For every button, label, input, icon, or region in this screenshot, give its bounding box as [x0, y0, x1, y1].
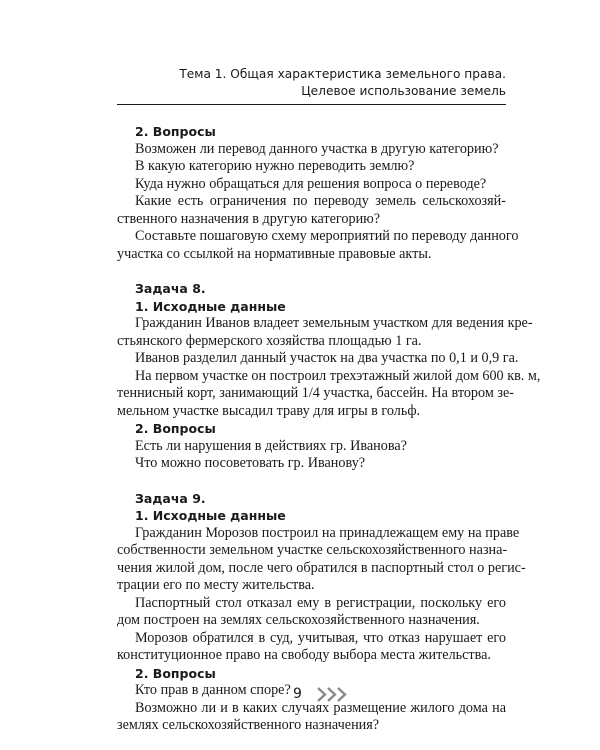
task-8-p3-line-3: мельном участке высадил траву для игры в гольф.: [117, 402, 421, 419]
task-9-p3-line-2: конституционное право на свободу выбора места жительства.: [117, 647, 491, 663]
task-8-p3-line-1: На первом участке он построил трехэтажный жилой дом 600 кв. м,: [135, 367, 541, 384]
task-9-questions-heading: 2. Вопросы: [135, 665, 216, 681]
task-9-p1-line-1: Гражданин Морозов построил на принадлежащем ему на праве: [135, 524, 520, 541]
questions-heading: 2. Вопросы: [135, 124, 216, 139]
task-8-paragraph-3: [117, 367, 541, 421]
question-1: Возможен ли перевод данного участка в другую категорию?: [135, 140, 499, 157]
double-chevron-right-icon: [316, 686, 348, 703]
task-8-p3-line-2: теннисный корт, занимающий 1/4 участка, бассейн. На втором зе-: [117, 385, 514, 401]
task-8-p1-line-1: Гражданин Иванов владеет земельным участком для ведения кре-: [135, 315, 533, 331]
task-9-paragraph-1: [117, 524, 526, 595]
task-8-paragraph-2: Иванов разделил данный участок на два участка по 0,1 и 0,9 га.: [135, 350, 519, 366]
chevron-3: [338, 688, 345, 701]
question-3: Куда нужно обращаться для решения вопроса о переводе?: [135, 175, 487, 192]
question-5-line-2: участка со ссылкой на нормативные правовые акты.: [117, 245, 432, 262]
question-5-line-1: Составьте пошаговую схему мероприятий по переводу данного: [135, 228, 519, 244]
page-number: 9: [293, 686, 302, 702]
task-9-paragraph-3: [117, 630, 506, 665]
running-head-line-1: Тема 1. Общая характеристика земельного права.: [179, 67, 506, 81]
question-4: [117, 193, 506, 228]
task-9-p3-line-1: Морозов обратился в суд, учитывая, что отказ нарушает его: [135, 629, 506, 646]
running-head-line-2: Целевое использование земель: [301, 84, 506, 98]
task-9-p1-line-3: чения жилой дом, после чего обратился в паспортный стол о регис-: [117, 559, 526, 576]
chevron-1: [318, 688, 325, 701]
task-8-questions-heading: 2. Вопросы: [135, 421, 216, 436]
task-8-data-heading: 1. Исходные данные: [135, 298, 286, 314]
task-9-question-1: Кто прав в данном споре?: [135, 682, 291, 698]
chevron-2: [328, 688, 335, 701]
question-2: В какую категорию нужно переводить землю?: [135, 158, 415, 174]
task-9-p2-line-2: дом построен на землях сельскохозяйственного назначения.: [117, 612, 480, 628]
question-5: [117, 228, 519, 263]
running-head: [117, 66, 506, 105]
task-8-question-2: Что можно посоветовать гр. Иванову?: [135, 455, 366, 471]
question-4-line-1: Какие есть ограничения по переводу земель сельскохозяй-: [135, 193, 506, 209]
task-9-p1-line-4: трации его по месту жительства.: [117, 577, 315, 593]
task-9-q2-line-2: землях сельскохозяйственного назначения?: [117, 717, 380, 733]
task-8-p1-line-2: стьянского фермерского хозяйства площадью 1 га.: [117, 332, 422, 349]
task-9-p2-line-1: Паспортный стол отказал ему в регистрации, поскольку его: [135, 594, 506, 611]
task-9-data-heading: 1. Исходные данные: [135, 508, 286, 523]
page-content: [117, 123, 541, 735]
task-9-title: Задача 9.: [135, 490, 206, 506]
task-8-question-1: Есть ли нарушения в действиях гр. Иванова?: [135, 437, 407, 454]
question-4-line-2: ственного назначения в другую категорию?: [117, 210, 381, 227]
task-9-paragraph-2: [117, 595, 506, 630]
task-9-p1-line-2: собственности земельном участке сельскохозяйственного назна-: [117, 542, 508, 558]
task-9-q2-line-1: Возможно ли и в каких случаях размещение жилого дома на: [135, 699, 506, 716]
page-footer: [0, 684, 600, 708]
task-8-title: Задача 8.: [135, 281, 206, 296]
task-8-paragraph-1: [117, 315, 533, 350]
